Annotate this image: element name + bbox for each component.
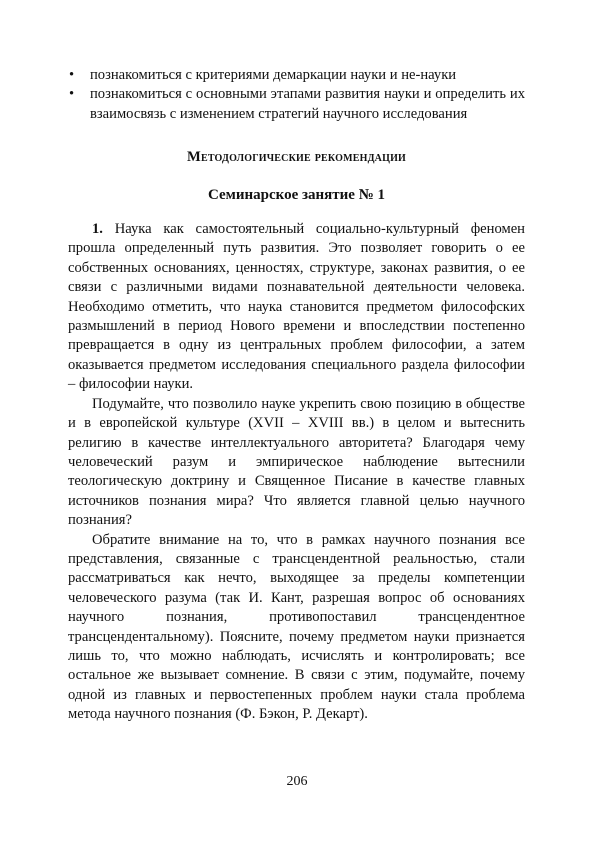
page-content xyxy=(68,66,525,725)
page-number: 206 xyxy=(286,774,308,789)
section-title: Методологические рекомендации xyxy=(186,149,407,166)
bullet-marker: • xyxy=(69,86,75,103)
list-item-text: познакомиться с критериями демаркации науки и не-науки xyxy=(90,67,457,83)
list-item-text: познакомиться с основными этапами развития науки и определить их взаимосвязь с изменением стратегий научного исследования xyxy=(90,86,525,122)
paragraph xyxy=(68,395,525,531)
paragraph-text: Обратите внимание на то, что в рамках научного познания все представления, связанные с трансцендентной реальностью, стали рассматриваться как нечто, выходящее за пределы компетенции человеческого разума (так И. Кант, разрешая вопрос об основаниях научного познания, противопоставил трансцендентное трансцендентальному). Поясните, почему предметом науки признается лишь то, что можно наблюдать, исчислять и контролировать; все остальное же вызывает сомнение. В связи с этим, подумайте, почему одной из главных и первостепенных проблем науки стала проблема метода научного познания (Ф. Бэкон, Р. Декарт). xyxy=(68,531,525,723)
bullet-marker: • xyxy=(69,67,75,83)
list-item xyxy=(68,66,525,85)
paragraph xyxy=(68,220,525,395)
list-item xyxy=(68,85,525,124)
seminar-title: Семинарское занятие № 1 xyxy=(207,186,386,203)
paragraph-number: 1. xyxy=(92,221,103,238)
body-text xyxy=(68,220,525,725)
paragraph-text: Подумайте, что позволило науке укрепить свою позицию в обществе и в европейской культуре (XVII – XVIII вв.) в целом и вытеснить религию в качестве интеллектуального авторитета? Благодаря чему человеческий разум и эмпирическое наблюдение вытеснили теологическую доктрину и Священное Писание в качестве главных источников познания мира? Что является главной целью научного познания? xyxy=(68,395,525,529)
paragraph xyxy=(68,531,525,725)
paragraph-text: Наука как самостоятельный социально-культурный феномен прошла определенный путь развития. Это позволяет говорить о ее собственных основаниях, ценностях, структуре, законах развития, о ее связи с различными видами познавательной деятельности человека. Необходимо отметить, что наука становится предметом философских размышлений в период Нового времени и впоследствии постепенно превращается в одну из центральных проблем философии, а затем оказывается предметом исследования специального раздела философии – философии науки. xyxy=(68,221,525,393)
goals-list xyxy=(68,66,525,124)
